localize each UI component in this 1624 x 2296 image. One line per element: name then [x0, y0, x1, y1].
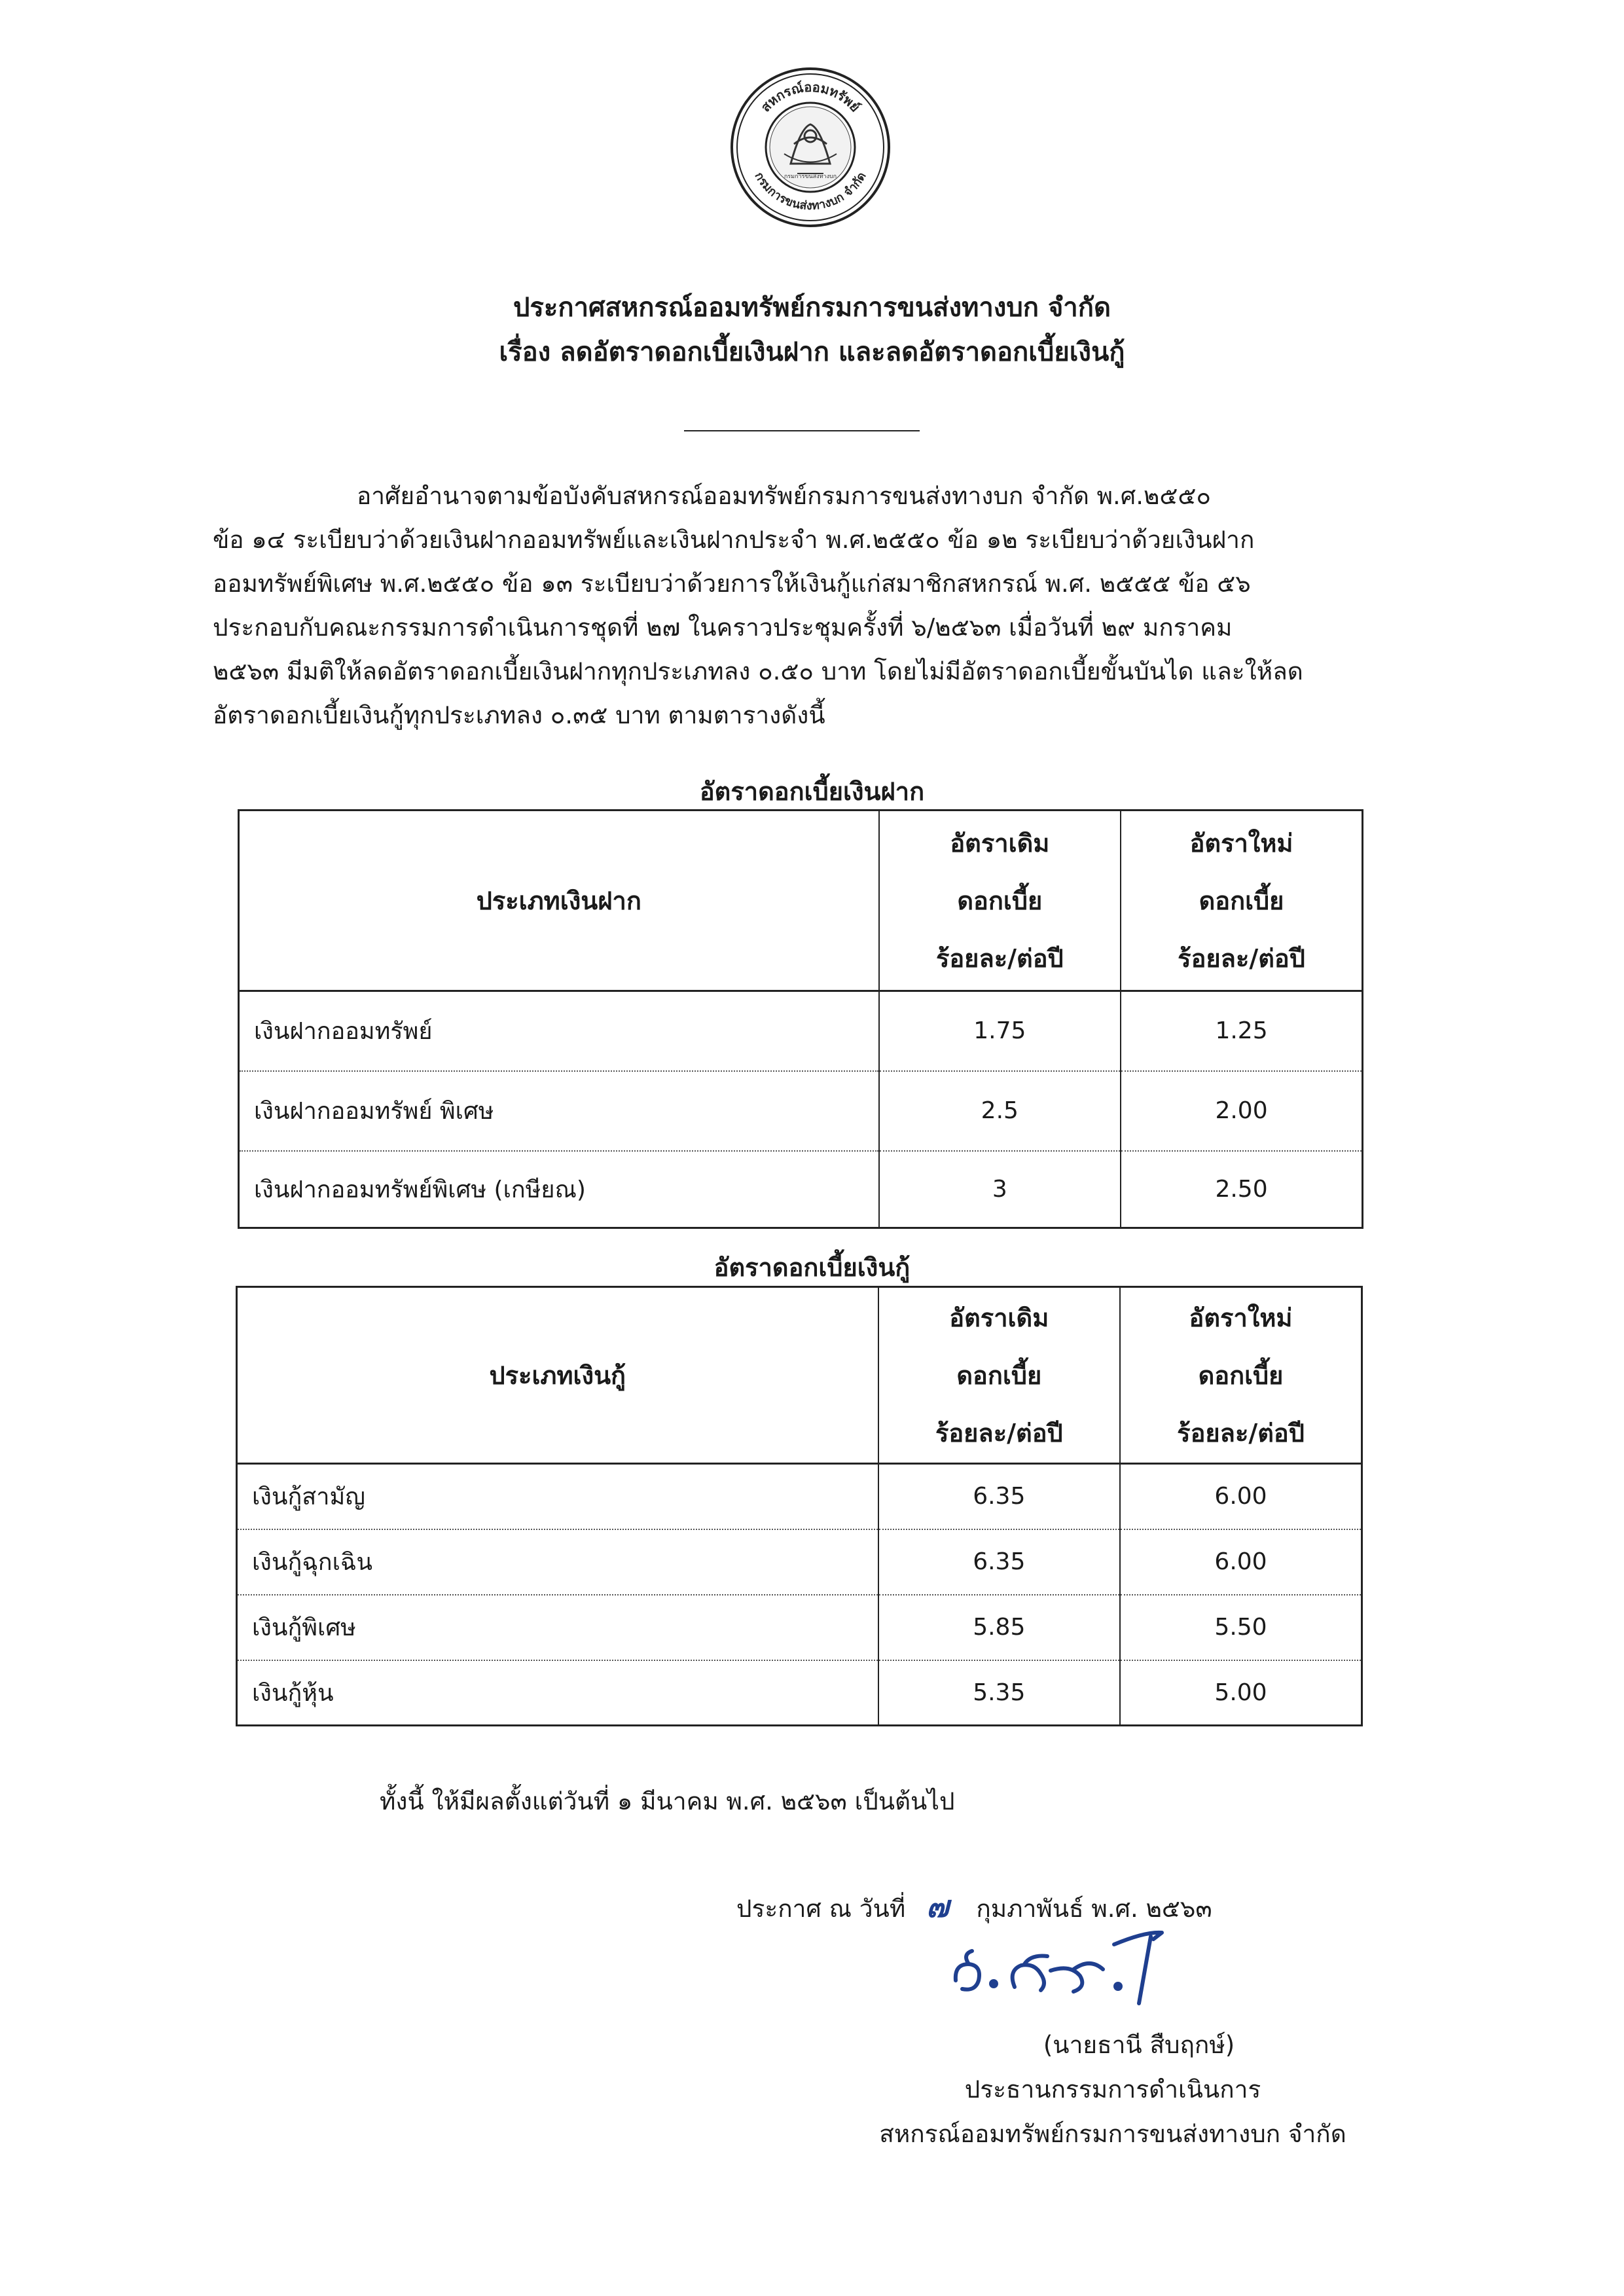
new-rate: 2.00 — [1121, 1071, 1362, 1151]
seal-inner-text: กรมการขนส่งทางบก — [784, 173, 837, 180]
signer-organization: สหกรณ์ออมทรัพย์กรมการขนส่งทางบก จำกัด — [879, 2120, 1346, 2148]
new-rate: 6.00 — [1120, 1464, 1362, 1529]
header-old-line: อัตราเดิม — [949, 1303, 1049, 1332]
header-old-rate — [878, 1287, 1120, 1464]
table-row — [237, 1529, 1362, 1595]
old-rate: 5.85 — [878, 1595, 1120, 1660]
loan-type: เงินกู้ฉุกเฉิน — [237, 1529, 878, 1595]
old-rate: 1.75 — [879, 991, 1121, 1071]
header-new-rate — [1121, 811, 1362, 991]
seal-bottom-text: กรมการขนส่งทางบก จำกัด — [751, 170, 869, 213]
body-line: ออมทรัพย์พิเศษ พ.ศ.๒๕๕๐ ข้อ ๑๓ ระเบียบว่าด้วยการให้เงินกู้แก่สมาชิกสหกรณ์ พ.ศ. ๒๕๕๕ ข้อ ๕๖ — [213, 570, 1251, 598]
header-new-line: อัตราใหม่ — [1189, 828, 1293, 858]
deposit-rate-table — [238, 809, 1363, 1229]
table-row — [239, 991, 1363, 1071]
header-new-line: ร้อยละ/ต่อปี — [1177, 1418, 1305, 1448]
table-row — [237, 1464, 1362, 1529]
loan-table-caption: อัตราดอกเบี้ยเงินกู้ — [713, 1253, 911, 1282]
table-row — [239, 1071, 1363, 1151]
header-type: ประเภทเงินฝาก — [239, 811, 879, 991]
cooperative-seal — [729, 65, 892, 229]
new-rate: 6.00 — [1120, 1529, 1362, 1595]
handwritten-signature — [943, 1918, 1178, 2023]
seal-top-text: สหกรณ์ออมทรัพย์ — [757, 79, 863, 115]
announce-day: ๗ — [926, 1889, 949, 1924]
header-old-line: ดอกเบี้ย — [957, 886, 1043, 915]
body-line: ประกอบกับคณะกรรมการดำเนินการชุดที่ ๒๗ ในคราวประชุมครั้งที่ ๖/๒๕๖๓ เมื่อวันที่ ๒๙ มกราคม — [213, 613, 1233, 642]
old-rate: 3 — [879, 1151, 1121, 1228]
old-rate: 2.5 — [879, 1071, 1121, 1151]
loan-rate-table — [236, 1286, 1363, 1726]
signature-block — [785, 2023, 1440, 2157]
header-old-line: ร้อยละ/ต่อปี — [935, 943, 1064, 973]
table-row — [237, 1660, 1362, 1726]
header-old-rate — [879, 811, 1121, 991]
body-line: อัตราดอกเบี้ยเงินกู้ทุกประเภทลง ๐.๓๕ บาท ตามตารางดังนี้ — [213, 701, 825, 729]
title-line-1: ประกาศสหกรณ์ออมทรัพย์กรมการขนส่งทางบก จำกัด — [513, 293, 1111, 323]
deposit-type: เงินฝากออมทรัพย์ — [239, 991, 879, 1071]
table-row — [237, 1595, 1362, 1660]
announce-suffix: กุมภาพันธ์ พ.ศ. ๒๕๖๓ — [976, 1895, 1212, 1923]
header-type: ประเภทเงินกู้ — [237, 1287, 878, 1464]
header-new-line: อัตราใหม่ — [1189, 1303, 1293, 1332]
title-divider — [684, 430, 920, 431]
new-rate: 1.25 — [1121, 991, 1362, 1071]
header-new-rate — [1120, 1287, 1362, 1464]
body-line: ข้อ ๑๔ ระเบียบว่าด้วยเงินฝากออมทรัพย์และเงินฝากประจำ พ.ศ.๒๕๕๐ ข้อ ๑๒ ระเบียบว่าด้วยเงินฝาก — [213, 526, 1255, 554]
old-rate: 5.35 — [878, 1660, 1120, 1726]
deposit-table-caption: อัตราดอกเบี้ยเงินฝาก — [699, 777, 925, 806]
deposit-type: เงินฝากออมทรัพย์พิเศษ (เกษียณ) — [239, 1151, 879, 1228]
body-line: อาศัยอำนาจตามข้อบังคับสหกรณ์ออมทรัพย์กรมการขนส่งทางบก จำกัด พ.ศ.๒๕๕๐ — [357, 482, 1212, 510]
header-new-line: ดอกเบี้ย — [1199, 886, 1284, 915]
effective-date: ทั้งนี้ ให้มีผลตั้งแต่วันที่ ๑ มีนาคม พ.ศ. ๒๕๖๓ เป็นต้นไป — [380, 1787, 955, 1815]
header-new-line: ร้อยละ/ต่อปี — [1178, 943, 1305, 973]
body-line: ๒๕๖๓ มีมติให้ลดอัตราดอกเบี้ยเงินฝากทุกประเภทลง ๐.๕๐ บาท โดยไม่มีอัตราดอกเบี้ยขั้นบันได และให้ลด — [213, 657, 1303, 685]
signer-name: (นายธานี สืบฤกษ์) — [1043, 2031, 1235, 2059]
loan-type: เงินกู้พิเศษ — [237, 1595, 878, 1660]
header-new-line: ดอกเบี้ย — [1198, 1360, 1284, 1390]
loan-type: เงินกู้หุ้น — [237, 1660, 878, 1726]
header-old-line: อัตราเดิม — [950, 828, 1050, 858]
header-old-line: ดอกเบี้ย — [956, 1360, 1042, 1390]
title-line-2: เรื่อง ลดอัตราดอกเบี้ยเงินฝาก และลดอัตราดอกเบี้ยเงินกู้ — [499, 337, 1125, 367]
body-paragraph — [213, 474, 1430, 737]
old-rate: 6.35 — [878, 1529, 1120, 1595]
loan-type: เงินกู้สามัญ — [237, 1464, 878, 1529]
table-row — [239, 1151, 1363, 1228]
signer-position: ประธานกรรมการดำเนินการ — [964, 2075, 1261, 2104]
new-rate: 2.50 — [1121, 1151, 1362, 1228]
announcement-title — [0, 288, 1624, 372]
table-header-row — [237, 1287, 1362, 1464]
table-header-row — [239, 811, 1363, 991]
new-rate: 5.50 — [1120, 1595, 1362, 1660]
header-old-line: ร้อยละ/ต่อปี — [935, 1418, 1063, 1448]
deposit-type: เงินฝากออมทรัพย์ พิเศษ — [239, 1071, 879, 1151]
announce-prefix: ประกาศ ณ วันที่ — [736, 1895, 906, 1923]
old-rate: 6.35 — [878, 1464, 1120, 1529]
new-rate: 5.00 — [1120, 1660, 1362, 1726]
